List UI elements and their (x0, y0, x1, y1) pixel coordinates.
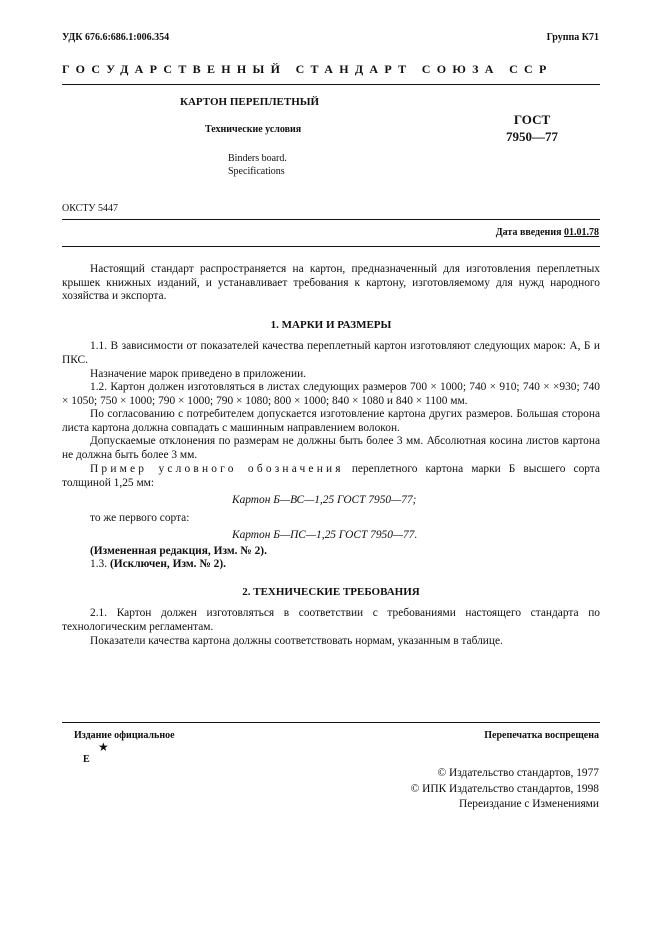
english-title-line1: Binders board. (228, 153, 287, 164)
gost-designation (497, 111, 567, 145)
clause-1-3-text: (Исключен, Изм. № 2). (109, 558, 226, 570)
example-paragraph (62, 463, 600, 490)
purpose-paragraph: Назначение марок приведено в приложении. (90, 368, 307, 380)
intro-paragraph: Настоящий стандарт распространяется на картон, предназначенный для изготовления переплетных крышек книжных изданий, и устанавливает требования к картону, изготовляемому для нужд народного хозяйства и экспорта. (62, 263, 600, 302)
udk-code: УДК 676.6:686.1:006.354 (62, 32, 170, 43)
reissue-note: Переиздание с Изменениями (459, 798, 599, 810)
same-first-grade: то же первого сорта: (90, 512, 190, 524)
clause-2-1: 2.1. Картон должен изготовляться в соответствии с требованиями настоящего стандарта по технологическим регламентам. (62, 607, 600, 633)
edition-letter: E (83, 754, 90, 765)
gost-label: ГОСТ (513, 112, 551, 127)
intro-date-value: 01.01.78 (564, 227, 599, 238)
copyright-1998: © ИПК Издательство стандартов, 1998 (410, 782, 599, 795)
deviation-paragraph: Допускаемые отклонения по размерам не должны быть более 3 мм. Абсолютная косина листов картона не должна быть более 3 мм. (62, 435, 600, 461)
okstu-rule (62, 219, 600, 220)
section2-heading: 2. ТЕХНИЧЕСКИЕ ТРЕБОВАНИЯ (242, 586, 420, 598)
document-title: КАРТОН ПЕРЕПЛЕТНЫЙ (180, 96, 320, 108)
copyright-block (411, 766, 599, 813)
example-rest: переплетного картона марки Б высшего сорта толщиной 1,25 мм: (62, 463, 600, 489)
clause-1-3-number: 1.3. (90, 558, 108, 570)
quality-paragraph: Показатели качества картона должны соответствовать нормам, указанным в таблице. (90, 635, 503, 647)
reprint-forbidden: Перепечатка воспрещена (484, 730, 599, 741)
gost-number: 7950—77 (506, 129, 558, 144)
designation-formula-2: Картон Б—ПС—1,25 ГОСТ 7950—77. (232, 529, 418, 541)
example-spaced-label: Пример условного обозначения (90, 463, 344, 475)
section1-heading: 1. МАРКИ И РАЗМЕРЫ (270, 319, 392, 331)
star-icon: ★ (98, 740, 109, 754)
standard-banner: ГОСУДАРСТВЕННЫЙ СТАНДАРТ СОЮЗА ССР (62, 62, 553, 76)
clause-1-1: 1.1. В зависимости от показателей качества переплетный картон изготовляют следующих марок: А, Б и ПКС. (62, 340, 600, 366)
header-rule (62, 84, 600, 85)
designation-formula-1: Картон Б—ВС—1,25 ГОСТ 7950—77; (232, 494, 417, 506)
amended-note: (Измененная редакция, Изм. № 2). (90, 545, 267, 557)
intro-date (496, 227, 599, 238)
clause-1-2: 1.2. Картон должен изготовляться в листах следующих размеров 700 × 1000; 740 × 910; 740 × ×930; 740 × 1050; 750 × 1000; 790 × 1000; 790 × 1080; 800 × 1000; 840 × 1080 и 840 × 1100 мм. (62, 381, 600, 407)
official-edition: Издание официальное (74, 730, 175, 741)
english-title-line2: Specifications (228, 166, 285, 177)
okstu-code: ОКСТУ 5447 (62, 203, 119, 214)
document-subtitle: Технические условия (205, 124, 302, 135)
copyright-1977: © Издательство стандартов, 1977 (437, 767, 599, 779)
intro-date-label: Дата введения (495, 227, 562, 238)
group-code: Группа К71 (546, 32, 599, 43)
footer-rule (62, 722, 600, 723)
clause-1-3 (90, 558, 490, 572)
agreement-paragraph: По согласованию с потребителем допускается изготовление картона других размеров. Большая сторона листа картона должна совпадать с машинным направлением волокон. (62, 408, 600, 434)
english-title (228, 152, 287, 178)
date-rule (62, 246, 600, 247)
